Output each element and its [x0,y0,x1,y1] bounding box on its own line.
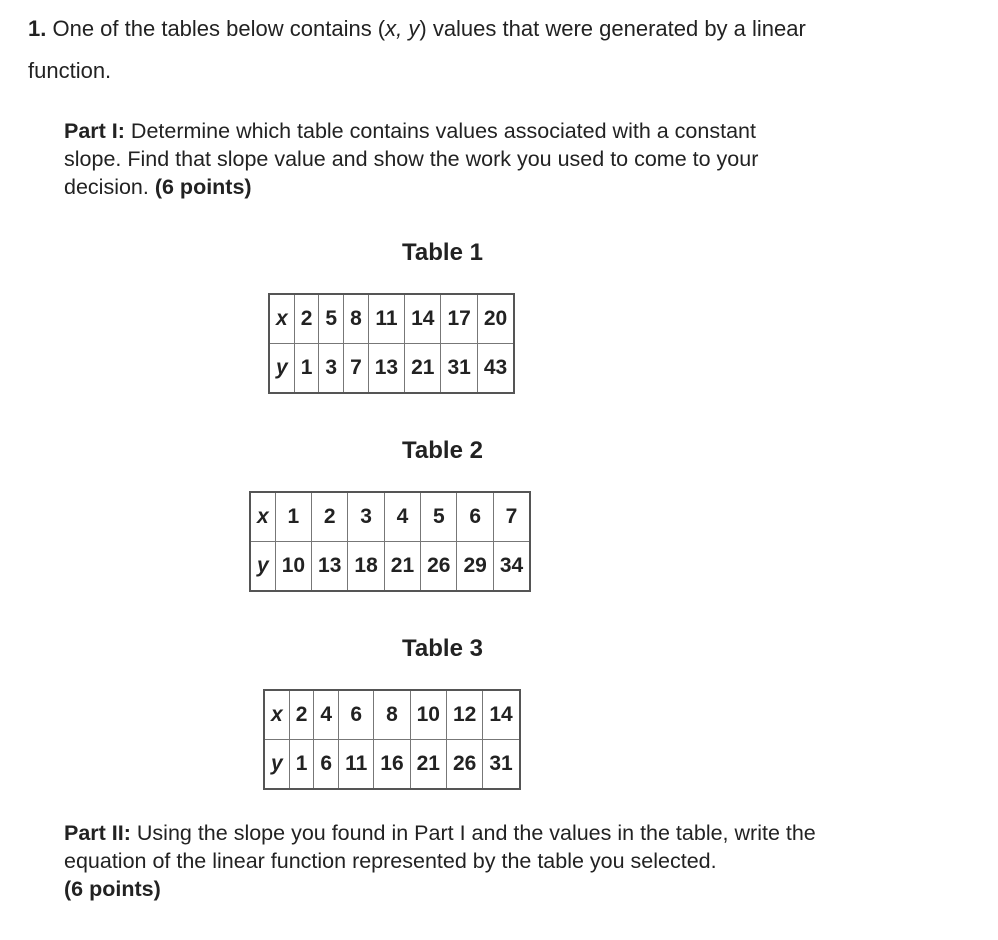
table-cell: 8 [374,690,410,740]
table-cell: 1 [275,492,311,542]
table-cell: 2 [289,690,314,740]
part-one-line-3 [64,173,944,201]
part-two-instructions [64,819,944,903]
table-row-x [264,690,520,740]
table-cell: 1 [294,344,319,394]
table-cell-x-label: x [264,690,289,740]
table-2-caption: Table 2 [402,437,483,464]
table-cell: 31 [441,344,477,394]
table-cell: 8 [344,294,369,344]
table-cell: 4 [314,690,339,740]
part-two-points: (6 points) [64,877,161,901]
table-cell-x-label: x [250,492,275,542]
table-cell: 13 [368,344,404,394]
table-cell: 20 [477,294,514,344]
table-cell: 5 [421,492,457,542]
table-cell: 43 [477,344,514,394]
question-variables: x, y [385,16,420,41]
table-cell: 21 [384,542,420,592]
table-1 [268,293,515,394]
table-cell-y-label: y [250,542,275,592]
table-cell: 14 [405,294,441,344]
table-cell: 21 [405,344,441,394]
table-cell: 26 [446,740,482,790]
part-two-line-1 [64,819,944,847]
table-cell: 2 [312,492,348,542]
table-cell: 5 [319,294,344,344]
table-cell: 16 [374,740,410,790]
table-1-caption: Table 1 [402,239,483,266]
table-2 [249,491,531,592]
part-two-line-2: equation of the linear function represented by the table you selected. [64,849,717,873]
table-cell: 10 [275,542,311,592]
table-cell: 26 [421,542,457,592]
table-cell: 11 [368,294,404,344]
table-cell: 18 [348,542,384,592]
question-number: 1. [28,16,47,41]
table-cell: 7 [493,492,530,542]
table-cell: 1 [289,740,314,790]
table-3-caption: Table 3 [402,635,483,662]
table-cell: 12 [446,690,482,740]
table-cell: 29 [457,542,493,592]
part-one-text-3: decision. [64,175,149,199]
table-cell-y-label: y [264,740,289,790]
table-row-x [250,492,530,542]
table-cell: 4 [384,492,420,542]
table-cell: 3 [319,344,344,394]
question-text-end: ) values that were generated by a linear [419,16,806,41]
part-one-line-1 [64,117,944,145]
table-cell: 2 [294,294,319,344]
question-text-start: One of the tables below contains ( [52,16,386,41]
question-line-2: function. [28,58,112,83]
table-row-y [250,542,530,592]
table-cell: 3 [348,492,384,542]
table-cell: 21 [410,740,446,790]
table-3 [263,689,521,790]
part-two-text-1: Using the slope you found in Part I and the values in the table, write the [136,821,816,845]
part-one-instructions [64,117,944,201]
table-cell-x-label: x [269,294,294,344]
table-row-y [269,344,514,394]
table-row-y [264,740,520,790]
part-two-label: Part II: [64,821,131,845]
part-one-label: Part I: [64,119,125,143]
table-cell: 6 [314,740,339,790]
table-cell: 17 [441,294,477,344]
table-cell: 10 [410,690,446,740]
part-one-line-2: slope. Find that slope value and show the work you used to come to your [64,147,759,171]
part-one-text-1: Determine which table contains values associated with a constant [130,119,756,143]
part-one-points: (6 points) [154,175,252,199]
table-cell: 7 [344,344,369,394]
table-cell-y-label: y [269,344,294,394]
table-cell: 14 [483,690,520,740]
table-cell: 11 [339,740,374,790]
table-cell: 6 [339,690,374,740]
table-cell: 34 [493,542,530,592]
question-line-1 [28,16,806,42]
table-cell: 31 [483,740,520,790]
table-row-x [269,294,514,344]
table-cell: 6 [457,492,493,542]
table-cell: 13 [312,542,348,592]
